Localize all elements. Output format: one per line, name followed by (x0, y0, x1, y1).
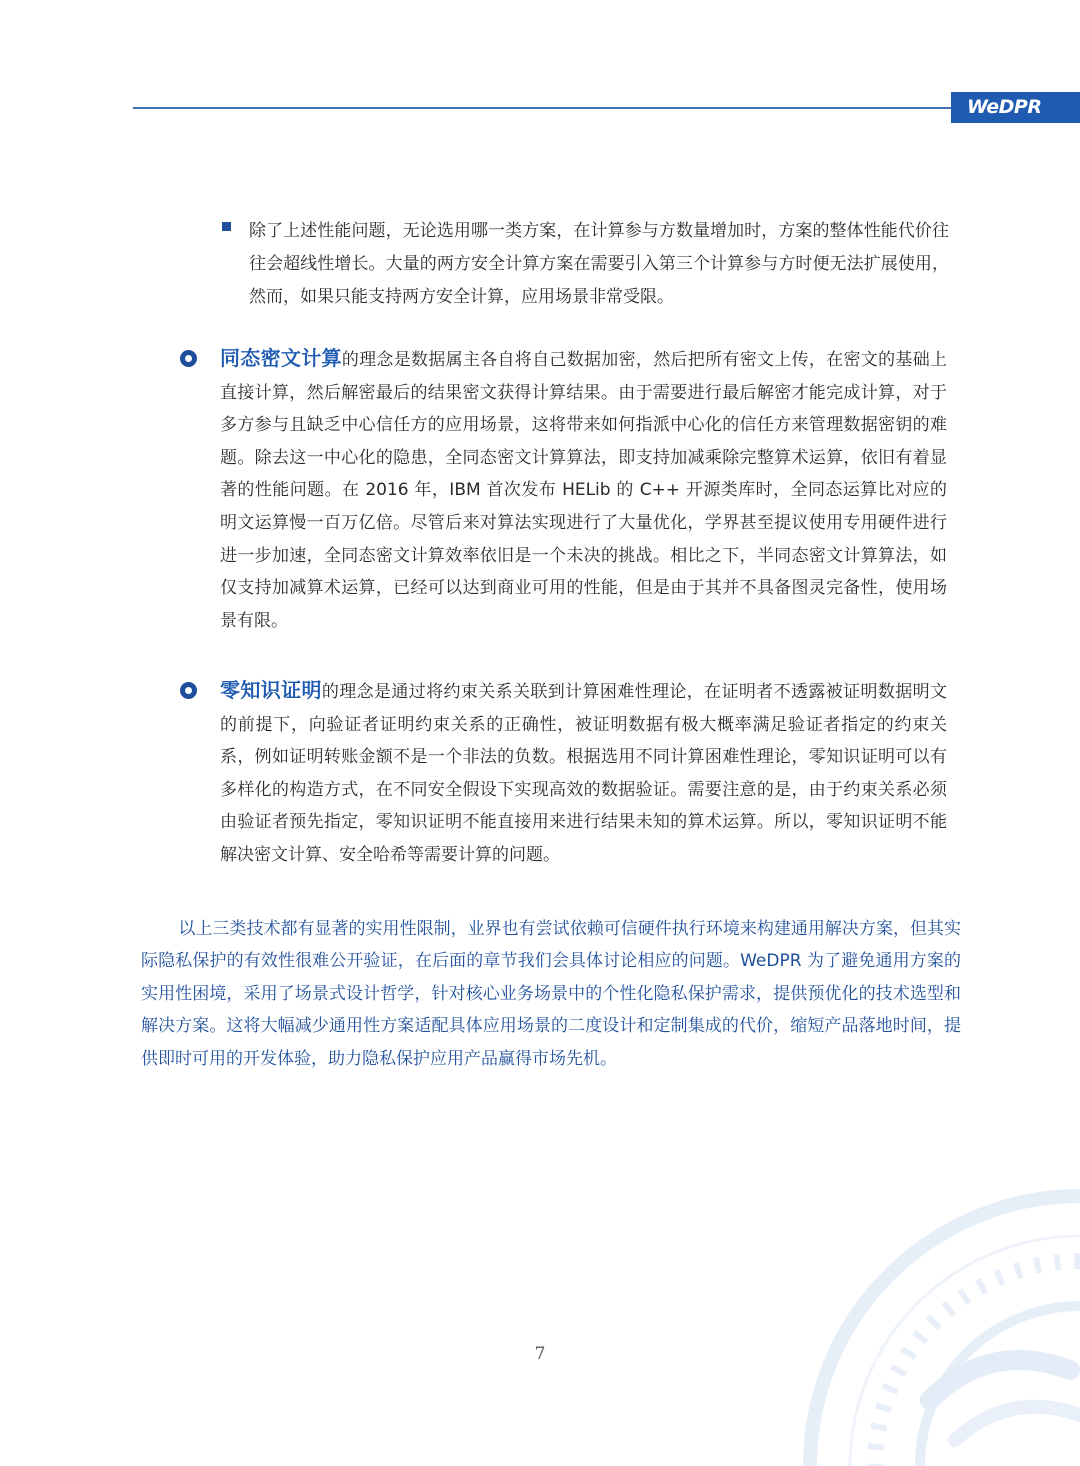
page-number: 7 (534, 1344, 546, 1364)
decorative-lock-watermark-icon (780, 1140, 1080, 1466)
summary-paragraph: 以上三类技术都有显著的实用性限制，业界也有尝试依赖可信硬件执行环境来构建通用解决方案，但其实际隐私保护的有效性很难公开验证，在后面的章节我们会具体讨论相应的问题。WeDPR 为了避免通用方案的实用性困境，采用了场景式设计哲学，针对核心业务场景中的个性化隐私保护需求，提供预优化的技术选型和解决方案。这将大幅减少通用性方案适配具体应用场景的二度设计和定制集成的代价，缩短产品落地时间，提供即时可用的开发体验，助力隐私保护应用产品赢得市场先机。 (141, 919, 961, 1069)
section-term: 同态密文计算 (220, 346, 342, 370)
logo-text: WeDPR (967, 96, 1042, 118)
sub-bullet-text: 除了上述性能问题，无论选用哪一类方案，在计算参与方数量增加时，方案的整体性能代价往往会超线性增长。大量的两方安全计算方案在需要引入第三个计算参与方时便无法扩展使用，然而，如果只能支持两方安全计算，应用场景非常受限。 (249, 221, 949, 307)
sub-bullet-performance (222, 215, 962, 314)
square-bullet-icon (222, 222, 231, 231)
section-text (220, 674, 947, 872)
section-term: 零知识证明 (220, 678, 322, 702)
section-body: 的理念是数据属主各自将自己数据加密，然后把所有密文上传，在密文的基础上直接计算，然后解密最后的结果密文获得计算结果。由于需要进行最后解密才能完成计算，对于多方参与且缺乏中心信任方的应用场景，这将带来如何指派中心化的信任方来管理数据密钥的难题。除去这一中心化的隐患，全同态密文计算算法，即支持加减乘除完整算术运算，依旧有着显著的性能问题。在 2016 年，IBM 首次发布 HELib 的 C++ 开源类库时，全同态运算比对应的明文运算慢一百万亿倍。尽管后来对算法实现进行了大量优化，学界甚至提议使用专用硬件进行进一步加速，全同态密文计算效率依旧是一个未决的挑战。相比之下，半同态密文计算算法，如仅支持加减算术运算，已经可以达到商业可用的性能，但是由于其并不具备图灵完备性，使用场景有限。 (220, 350, 948, 631)
header-rule (133, 107, 951, 109)
ring-bullet-icon (180, 350, 197, 367)
wedpr-logo (951, 92, 1080, 123)
section-zero-knowledge-proof (178, 674, 958, 872)
section-body: 的理念是通过将约束关系关联到计算困难性理论，在证明者不透露被证明数据明文的前提下，向验证者证明约束关系的正确性，被证明数据有极大概率满足验证者指定的约束关系，例如证明转账金额不是一个非法的负数。根据选用不同计算困难性理论，零知识证明可以有多样化的构造方式，在不同安全假设下实现高效的数据验证。需要注意的是，由于约束关系必须由验证者预先指定，零知识证明不能直接用来进行结果未知的算术运算。所以，零知识证明不能解决密文计算、安全哈希等需要计算的问题。 (220, 682, 947, 865)
ring-bullet-icon (180, 682, 197, 699)
section-text (220, 342, 947, 637)
section-homomorphic-encryption (178, 342, 958, 637)
